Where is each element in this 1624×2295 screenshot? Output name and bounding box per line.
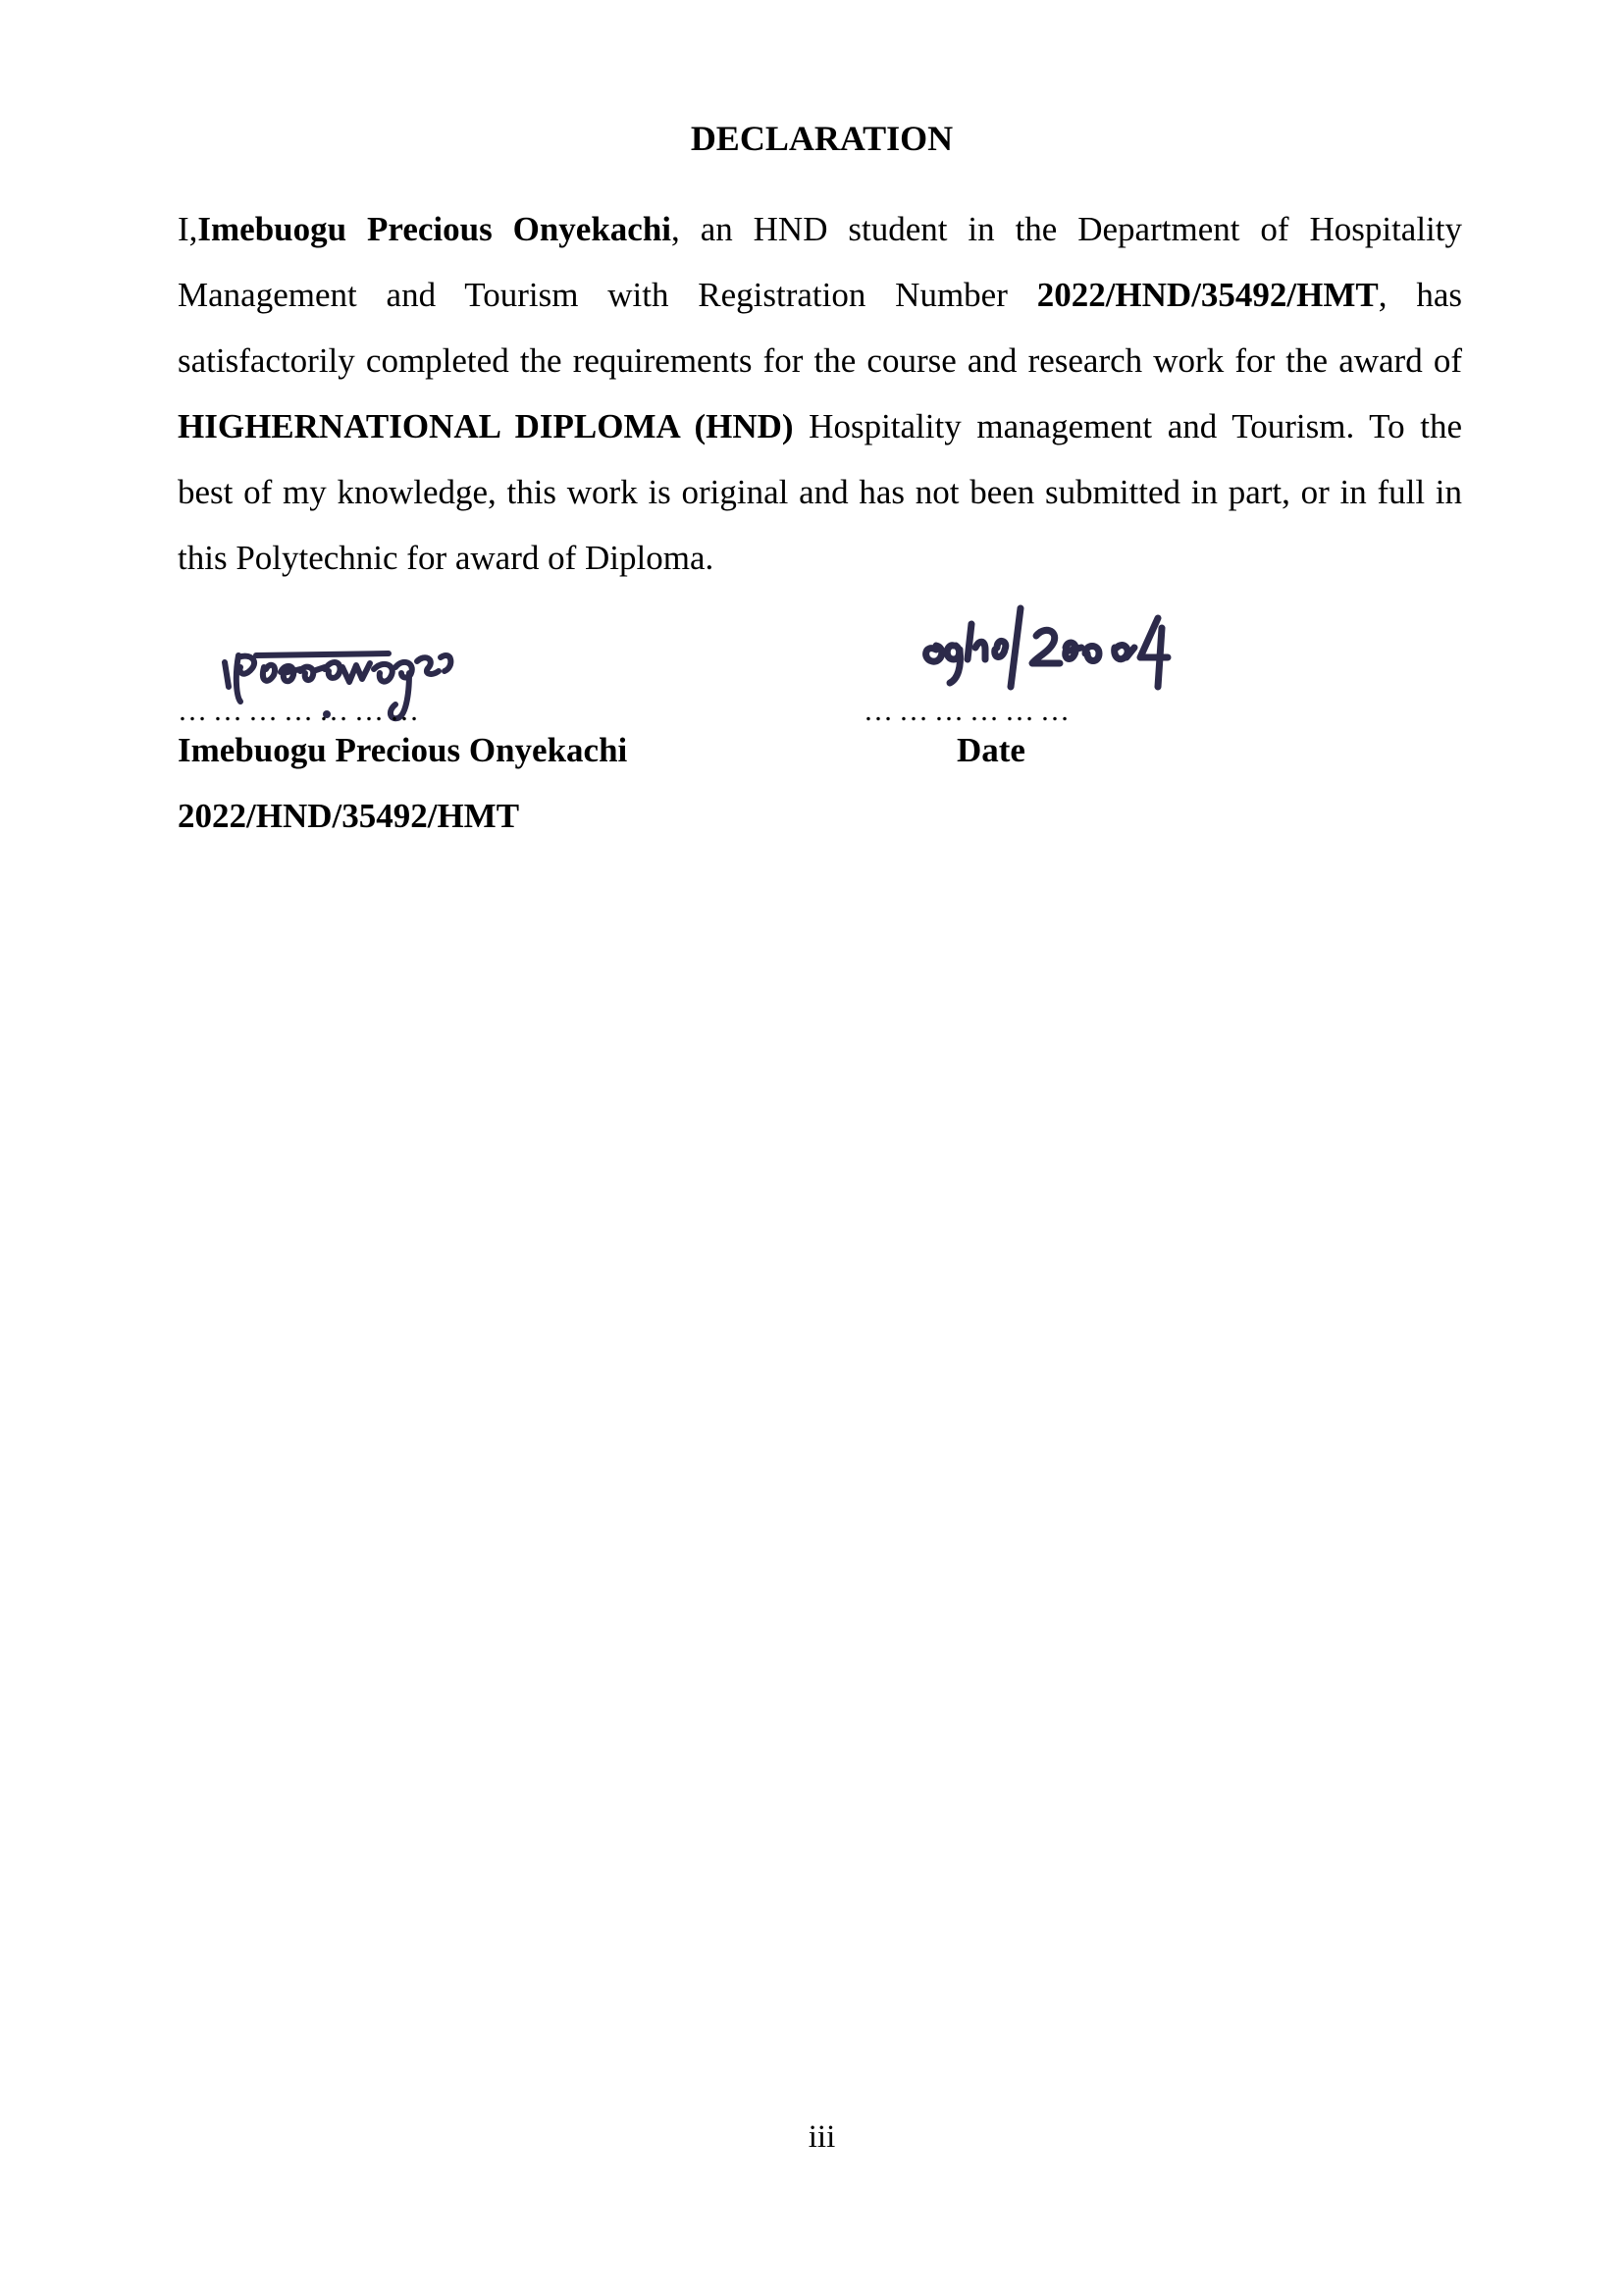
signature-line: ………………… bbox=[178, 695, 425, 727]
student-name: Imebuogu Precious Onyekachi bbox=[197, 210, 672, 248]
student-signature-block bbox=[178, 628, 590, 726]
award-title: HIGHERNATIONAL DIPLOMA (HND) bbox=[178, 407, 794, 445]
date-signature-block bbox=[864, 589, 1276, 726]
date-line: ……………… bbox=[864, 695, 1075, 727]
signatory-name: Imebuogu Precious Onyekachi bbox=[178, 731, 628, 769]
text-segment: , an HND student in the Department of Hospitality Management and Tourism with Registration Number bbox=[178, 210, 1462, 314]
text-segment: I, bbox=[178, 210, 198, 248]
registration-number: 2022/HND/35492/HMT bbox=[1036, 276, 1379, 314]
page-number: iii bbox=[808, 2119, 836, 2155]
text-segment: Hospitality management and Tourism. To the best of my knowledge, this work is original and has not been submitted in part, or in full in this Polytechnic for award of Diploma. bbox=[178, 407, 1462, 577]
date-label: Date bbox=[957, 731, 1025, 769]
declaration-paragraph bbox=[178, 196, 1462, 591]
page-title: DECLARATION bbox=[690, 119, 954, 158]
text-segment: , has satisfactorily completed the requirements for the course and research work for the award of bbox=[178, 276, 1462, 380]
signatory-registration: 2022/HND/35492/HMT bbox=[178, 797, 520, 835]
